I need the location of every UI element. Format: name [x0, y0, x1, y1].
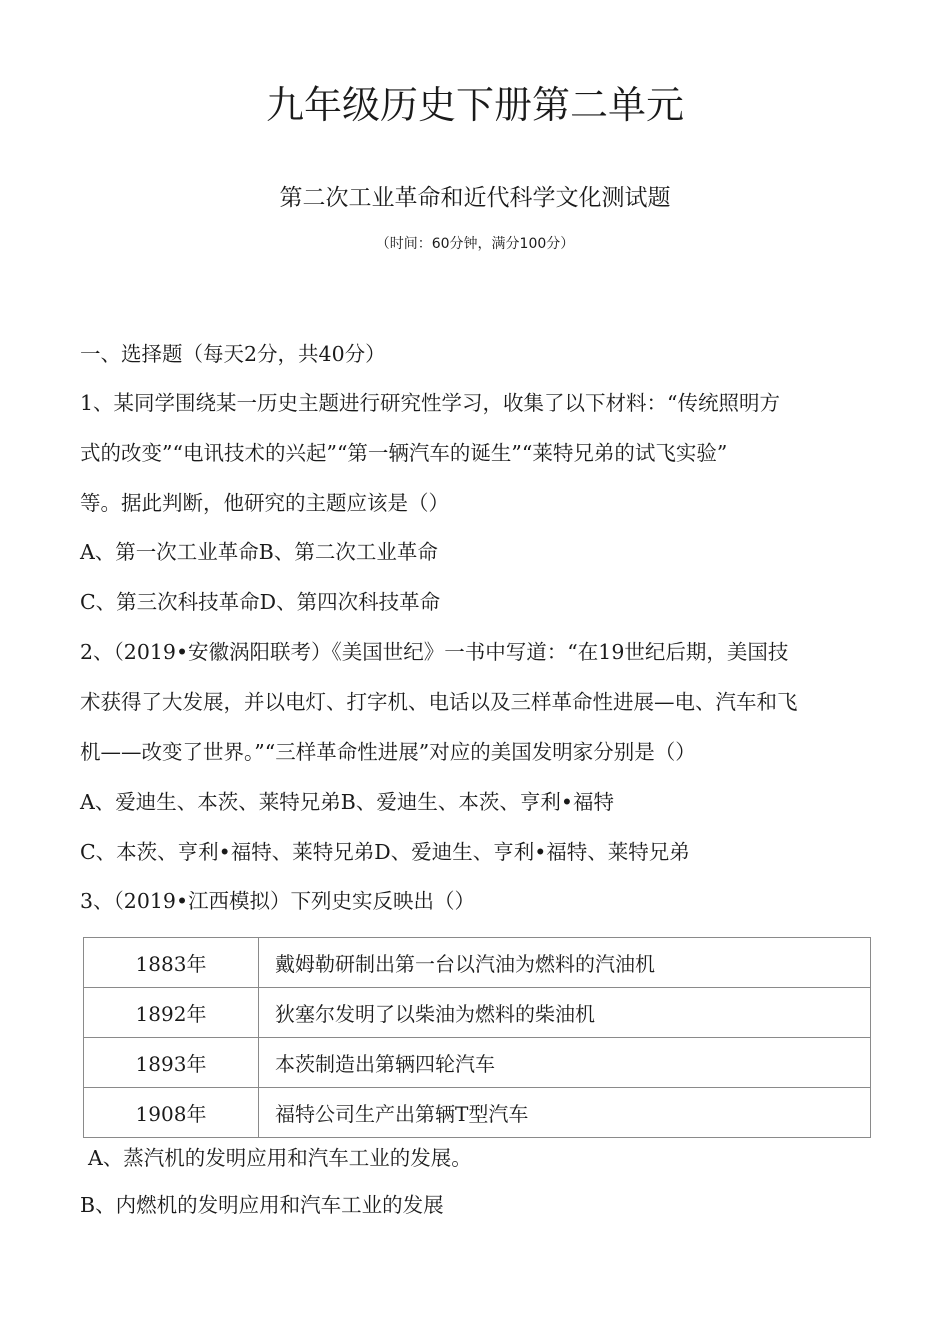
q1-stem-line: 等。据此判断，他研究的主题应该是（） [80, 491, 449, 515]
table-cell-year: 1883年 [84, 938, 259, 988]
q3-stem: 3、（2019•江西模拟）下列史实反映出（） [80, 889, 476, 913]
q1-option-cd: C、第三次科技革命D、第四次科技革命 [80, 590, 441, 614]
table-cell-year: 1893年 [84, 1038, 259, 1088]
table-row [84, 938, 871, 988]
q2-stem-line: 2、（2019•安徽涡阳联考）《美国世纪》一书中写道：“在19世纪后期，美国技 [80, 640, 789, 664]
table-cell-event: 福特公司生产出第辆T型汽车 [259, 1088, 871, 1138]
q3-events-table [83, 937, 871, 1138]
table-cell-event: 狄塞尔发明了以柴油为燃料的柴油机 [259, 988, 871, 1038]
page-title: 九年级历史下册第二单元 [265, 83, 684, 127]
table-cell-year: 1892年 [84, 988, 259, 1038]
q2-stem-line: 术获得了大发展，并以电灯、打字机、电话以及三样革命性进展—电、汽车和飞 [80, 690, 798, 714]
table-row [84, 1038, 871, 1088]
q2-stem-line: 机——改变了世界。”“三样革命性进展”对应的美国发明家分别是（） [80, 740, 696, 764]
page-subtitle: 第二次工业革命和近代科学文化测试题 [279, 185, 671, 211]
time-note: （时间：60分钟，满分100分） [375, 236, 575, 252]
section-heading: 一、选择题（每天2分，共40分） [80, 342, 386, 366]
q1-stem-line: 1、某同学围绕某一历史主题进行研究性学习，收集了以下材料：“传统照明方 [80, 391, 781, 415]
table-cell-event: 戴姆勒研制出第一台以汽油为燃料的汽油机 [259, 938, 871, 988]
q2-option-ab: A、爱迪生、本茨、莱特兄弟B、爱迪生、本茨、亨利•福特 [80, 790, 614, 814]
table-cell-event: 本茨制造出第辆四轮汽车 [259, 1038, 871, 1088]
q3-option-a: A、蒸汽机的发明应用和汽车工业的发展。 [88, 1146, 472, 1170]
table-row [84, 988, 871, 1038]
q1-stem-line: 式的改变”“电讯技术的兴起”“第一辆汽车的诞生”“莱特兄弟的试飞实验” [80, 441, 728, 465]
q3-option-b: B、内燃机的发明应用和汽车工业的发展 [80, 1193, 444, 1217]
table-row [84, 1088, 871, 1138]
q2-option-cd: C、本茨、亨利•福特、莱特兄弟D、爱迪生、亨利•福特、莱特兄弟 [80, 840, 690, 864]
q1-option-ab: A、第一次工业革命B、第二次工业革命 [80, 540, 438, 564]
table-cell-year: 1908年 [84, 1088, 259, 1138]
